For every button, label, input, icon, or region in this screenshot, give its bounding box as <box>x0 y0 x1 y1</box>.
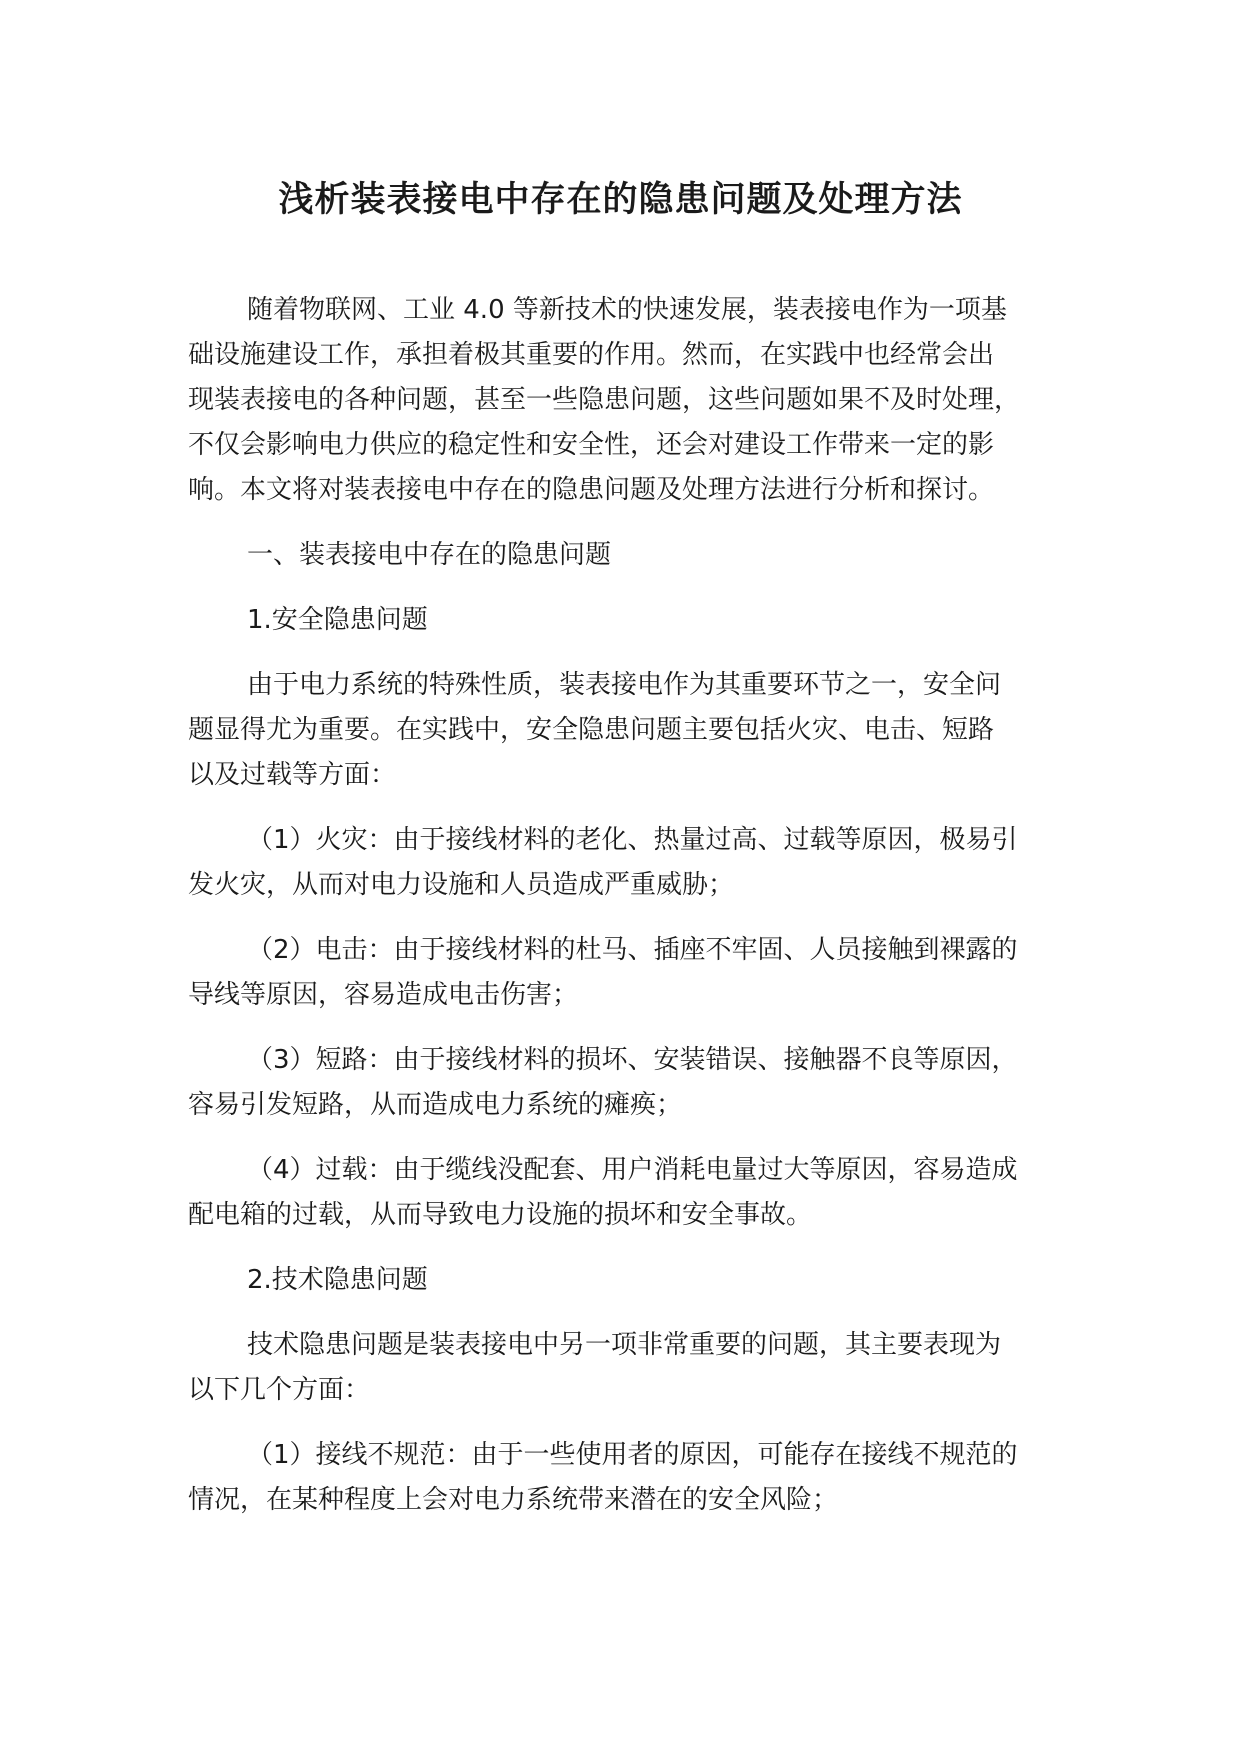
text-line: 导线等原因，容易造成电击伤害； <box>188 980 579 1010</box>
paragraph-tech-intro <box>188 1323 1078 1413</box>
text-line: 1.安全隐患问题 <box>247 605 428 635</box>
text-line: 础设施建设工作，承担着极其重要的作用。然而，在实践中也经常会出 <box>188 340 995 370</box>
paragraph-safety-fire <box>188 818 1078 908</box>
text-line: 以及过载等方面： <box>188 760 397 790</box>
document-body <box>188 288 1078 1543</box>
section-heading <box>188 533 1078 578</box>
text-line: 现装表接电的各种问题，甚至一些隐患问题，这些问题如果不及时处理， <box>188 385 1021 415</box>
text-line: 一、装表接电中存在的隐患问题 <box>247 540 612 570</box>
text-line: 不仅会影响电力供应的稳定性和安全性，还会对建设工作带来一定的影 <box>188 430 995 460</box>
subsection-heading <box>188 598 1078 643</box>
text-line: 情况，在某种程度上会对电力系统带来潜在的安全风险； <box>188 1485 839 1515</box>
document-title: 浅析装表接电中存在的隐患问题及处理方法 <box>278 180 963 220</box>
paragraph-tech-wiring <box>188 1433 1078 1523</box>
paragraph-safety-overload <box>188 1148 1078 1238</box>
text-line: 题显得尤为重要。在实践中，安全隐患问题主要包括火灾、电击、短路 <box>188 715 995 745</box>
text-line: 技术隐患问题是装表接电中另一项非常重要的问题，其主要表现为 <box>247 1330 1002 1360</box>
paragraph-safety-shock <box>188 928 1078 1018</box>
text-line: 以下几个方面： <box>188 1375 371 1405</box>
text-line: （3）短路：由于接线材料的损坏、安装错误、接触器不良等原因， <box>247 1045 1018 1075</box>
text-line: 2.技术隐患问题 <box>247 1265 428 1295</box>
text-line: 响。本文将对装表接电中存在的隐患问题及处理方法进行分析和探讨。 <box>188 475 995 505</box>
text-line: 容易引发短路，从而造成电力系统的瘫痪； <box>188 1090 683 1120</box>
text-line: （4）过载：由于缆线没配套、用户消耗电量过大等原因，容易造成 <box>247 1155 1018 1185</box>
text-line: 发火灾，从而对电力设施和人员造成严重威胁； <box>188 870 735 900</box>
paragraph-intro <box>188 288 1078 513</box>
paragraph-safety-short <box>188 1038 1078 1128</box>
text-line: （2）电击：由于接线材料的杜马、插座不牢固、人员接触到裸露的 <box>247 935 1018 965</box>
subsection-heading <box>188 1258 1078 1303</box>
text-line: 由于电力系统的特殊性质，装表接电作为其重要环节之一，安全问 <box>247 670 1002 700</box>
text-line: 配电箱的过载，从而导致电力设施的损坏和安全事故。 <box>188 1200 813 1230</box>
text-line: （1）接线不规范：由于一些使用者的原因，可能存在接线不规范的 <box>247 1440 1018 1470</box>
text-line: 随着物联网、工业 4.0 等新技术的快速发展，装表接电作为一项基 <box>247 295 1007 325</box>
paragraph-safety-intro <box>188 663 1078 798</box>
text-line: （1）火灾：由于接线材料的老化、热量过高、过载等原因，极易引 <box>247 825 1018 855</box>
